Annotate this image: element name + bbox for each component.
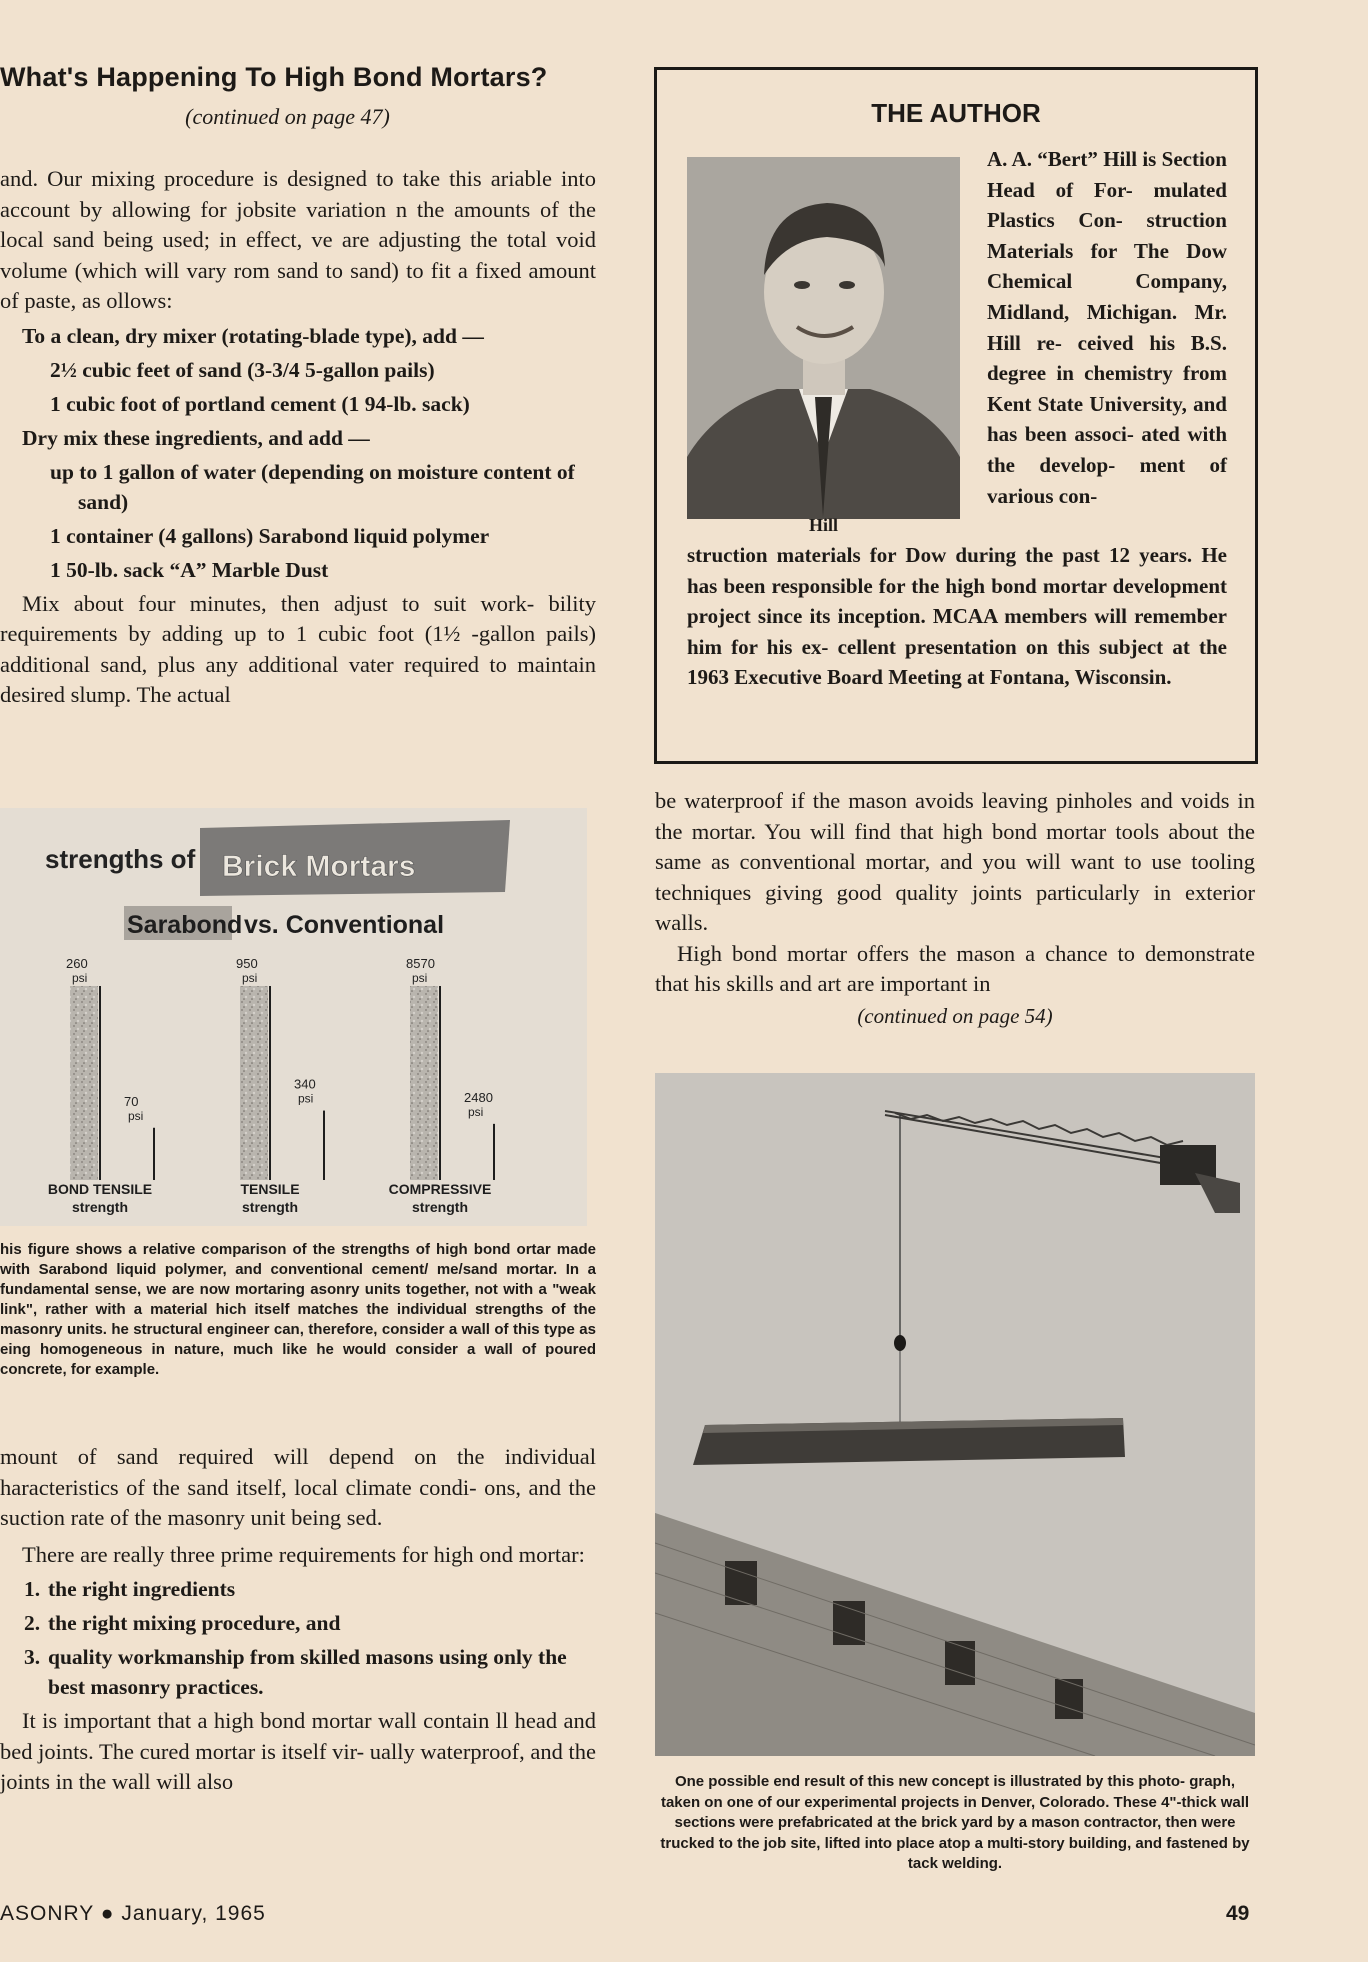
requirement-text: quality workmanship from skilled masons using only the best masonry practices. [48,1645,567,1699]
author-bio-bottom: struction materials for Dow during the past 12 years. He has been responsible for the high bond mortar development project since its inception. MCAA members will remember him for his ex- cellent presentation on this subject at the 1963 Executive Board Meeting at Fontana, Wisconsin. [687,543,1227,690]
recipe-step: up to 1 gallon of water (depending on moisture content of sand) [50,459,575,514]
category-sublabel: strength [72,1199,128,1215]
recipe-step: 1 container (4 gallons) Sarabond liquid polymer [50,523,490,548]
requirements-list [0,1574,596,1702]
category-label: TENSILE [240,1181,300,1197]
label-sarabond-value: 260 [66,956,88,971]
footer-date: January, 1965 [121,1902,266,1925]
requirement-item [0,1574,596,1604]
bar-sarabond [240,986,268,1180]
chart-subtitle-sarabond: Sarabond [127,911,243,939]
crane-photo-illustration [655,1073,1255,1756]
closing-paragraph: It is important that a high bond mortar wall contain ll head and bed joints. The cured mortar is itself vir- ually waterproof, and the joints in the wall will also [0,1708,596,1794]
left-column-bottom [0,1442,596,1798]
bar-sarabond [410,986,438,1180]
intro-paragraph: and. Our mixing procedure is designed to take this ariable into account by allowing for jobsite variation n the amounts of the local sand being used; in effect, ve are adjusting the total void volume (which will vary rom sand to sand) to fit a fixed amount of paste, as ollows: [0,166,596,313]
chart-bars [48,956,494,1215]
label-sarabond-value: 8570 [406,956,435,971]
mason-paragraph: High bond mortar offers the mason a chance to demonstrate that his skills and art are important in [655,940,1255,996]
bar-sarabond [70,986,98,1180]
chart-title-part1: strengths of [45,844,196,874]
requirement-item [0,1608,596,1638]
label-conventional-unit: psi [468,1104,484,1119]
recipe-step: 2½ cubic feet of sand (3-3/4 5-gallon pails) [50,357,435,382]
recipe-step: 1 cubic foot of portland cement (1 94-lb. sack) [50,391,470,416]
requirement-text: the right mixing procedure, and [48,1611,341,1635]
chart-subtitle-conventional: vs. Conventional [244,911,445,939]
page-number: 49 [1226,1902,1250,1925]
footer-bullet: ● [100,1902,122,1925]
author-box-title: THE AUTHOR [871,98,1041,128]
label-sarabond-unit: psi [412,971,428,985]
strength-chart [0,808,587,1226]
article-headline: What's Happening To High Bond Mortars? [0,62,548,92]
category-label: BOND TENSILE [47,1181,153,1197]
crane-lift-photo [655,1073,1255,1756]
label-conventional-value: 2480 [464,1089,493,1105]
category-label: COMPRESSIVE [388,1181,492,1197]
continued-note-top: (continued on page 47) [185,104,390,129]
chart-caption: his figure shows a relative comparison of the strengths of high bond ortar made with Sarabond liquid polymer, and conventional cement/ me/sand mortar. In a fundamental sense, we are now mortaring asonry units together, not with a "weak link", rather with a material hich itself matches the individual strengths of the masonry units. he structural engineer can, therefore, consider a wall of this type as eing homogeneous in nature, much like he would consider a wall of poured concrete, for example. [0,1241,596,1378]
footer-magazine: ASONRY [0,1902,94,1925]
label-conventional-value: 340 [294,1076,316,1092]
after-chart-paragraph: mount of sand required will depend on the individual haracteristics of the sand itself, local climate condi- ons, and the suction rate of the masonry unit being sed. [0,1444,596,1530]
waterproof-paragraph: be waterproof if the mason avoids leaving pinholes and voids in the mortar. You will find that high bond mortar tools about the same as conventional mortar, and you will want to use tooling techniques giving good quality joints particularly in exterior walls. [655,788,1255,935]
recipe-step: 1 50-lb. sack “A” Marble Dust [50,557,329,582]
label-sarabond-value: 950 [236,956,258,971]
mix-paragraph: Mix about four minutes, then adjust to suit work- bility requirements by adding up to 1 cubic foot (1½ -gallon pails) additional sand, plus any additional vater required to maintain desired slump. The actual [0,590,596,707]
requirement-number: 1. [24,1577,41,1601]
footer-publication [0,1902,266,1926]
author-portrait [687,157,960,519]
author-box [654,67,1258,764]
label-sarabond-unit: psi [242,971,258,985]
continued-note-bottom: (continued on page 54) [857,1004,1053,1028]
category-sublabel: strength [412,1199,468,1215]
author-photo-caption: Hill [808,515,838,535]
label-sarabond-unit: psi [72,971,88,985]
requirement-number: 2. [24,1611,41,1635]
category-sublabel: strength [242,1199,298,1215]
requirement-item [0,1642,596,1702]
photo-caption: One possible end result of this new concept is illustrated by this photo- graph, taken on one of our experimental projects in Denver, Colorado. These 4"-thick wall sections were prefabricated at the brick yard by a mason contractor, then were trucked to the job site, lifted into place atop a multi-story building, and fastened by tack welding. [660,1773,1250,1872]
right-column-text [655,786,1255,1000]
label-conventional-unit: psi [128,1108,144,1123]
chart-title-part2: Brick Mortars [222,850,416,883]
chart-canvas [0,808,587,1226]
recipe-step: Dry mix these ingredients, and add — [22,425,370,450]
author-bio-top: A. A. “Bert” Hill is Section Head of For- mulated Plastics Con- struction Materials for The Dow Chemical Company, Midland, Michigan. Mr. Hill re- ceived his B.S. degree in chemistry from Kent State University, and has been associ- ated with the develop- ment of various con- [987,147,1227,508]
portrait-illustration [687,157,960,519]
requirement-number: 3. [24,1645,41,1669]
label-conventional-unit: psi [298,1091,314,1106]
left-column-top [0,164,596,711]
label-conventional-value: 70 [124,1093,139,1109]
requirement-text: the right ingredients [48,1577,236,1601]
requirements-intro: There are really three prime requirements for high ond mortar: [22,1541,585,1567]
mix-recipe [0,321,596,585]
recipe-step: To a clean, dry mixer (rotating-blade type), add — [22,323,484,348]
